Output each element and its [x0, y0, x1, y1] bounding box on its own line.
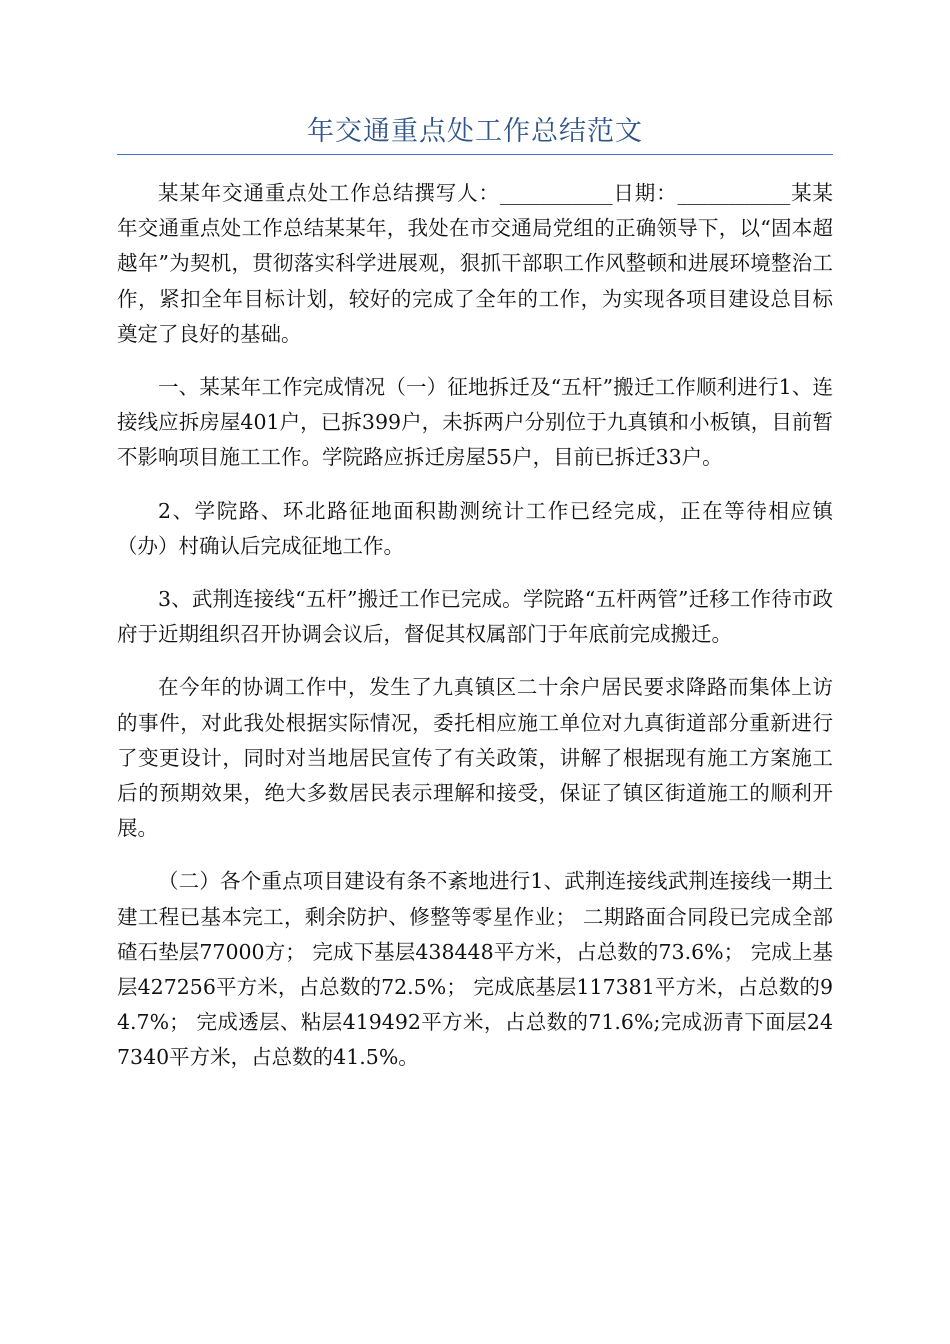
document-body: [117, 176, 833, 1094]
title-underline: [117, 154, 833, 155]
paragraph-item-2: 2、学院路、环北路征地面积勘测统计工作已经完成，正在等待相应镇（办）村确认后完成征地工作。: [117, 498, 833, 558]
document-title: 年交通重点处工作总结范文: [307, 116, 643, 147]
paragraph-section-2: （二）各个重点项目建设有条不紊地进行1、武荆连接线武荆连接线一期土建工程已基本完工，剩余防护、修整等零星作业； 二期路面合同段已完成全部碴石垫层77000方； 完成下基层438448平方米，占总数的73.6%； 完成上基层427256平方米，占总数的72.5%； 完成底基层117381平方米，占总数的94.7%； 完成透层、粘层419492平方米，占总数的71.6%;完成沥青下面层247340平方米，占总数的41.5%。: [117, 869, 833, 1070]
paragraph-intro: 某某年交通重点处工作总结撰写人：___________日期：___________某某年交通重点处工作总结某某年，我处在市交通局党组的正确领导下，以“固本超越年”为契机，贯彻落实科学进展观，狠抓干部职工作风整顿和进展环境整治工作，紧扣全年目标计划，较好的完成了全年的工作，为实现各项目建设总目标奠定了良好的基础。: [117, 181, 833, 346]
paragraph-item-3: 3、武荆连接线“五杆”搬迁工作已完成。学院路“五杆两管”迁移工作待市政府于近期组织召开协调会议后，督促其权属部门于年底前完成搬迁。: [117, 587, 833, 647]
paragraph-coordination: 在今年的协调工作中，发生了九真镇区二十余户居民要求降路而集体上访的事件，对此我处根据实际情况，委托相应施工单位对九真街道部分重新进行了变更设计，同时对当地居民宣传了有关政策，讲解了根据现有施工方案施工后的预期效果，绝大多数居民表示理解和接受，保证了镇区街道施工的顺利开展。: [117, 675, 833, 841]
paragraph-section-1: 一、某某年工作完成情况（一）征地拆迁及“五杆”搬迁工作顺利进行1、连接线应拆房屋401户，已拆399户，未拆两户分别位于九真镇和小板镇，目前暂不影响项目施工工作。学院路应拆迁房屋55户，目前已拆迁33户。: [117, 375, 833, 470]
